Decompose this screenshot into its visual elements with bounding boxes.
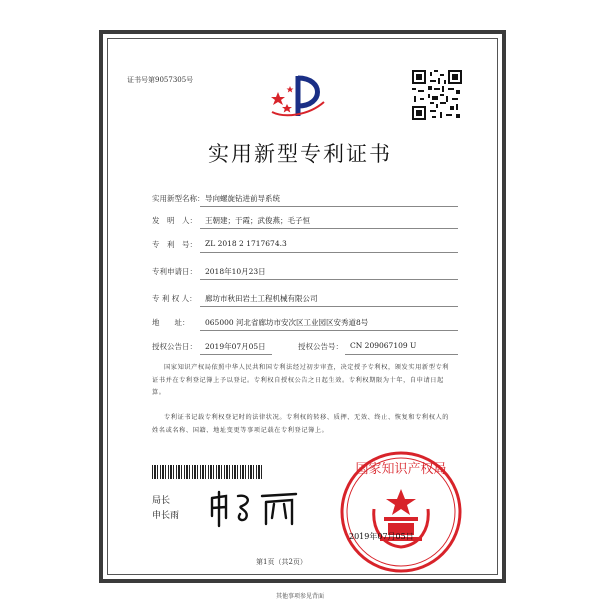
field-label-application-date: 专利申请日：: [152, 267, 197, 276]
field-value-inventors: 王朝建；于霞；武俊燕；毛子恒: [205, 216, 310, 225]
field-underline: [200, 306, 458, 307]
seal-text: 国家知识产权局: [355, 462, 447, 477]
official-seal: [338, 449, 464, 575]
certificate-paragraph-1: 国家知识产权局依照中华人民共和国专利法经过初步审查，决定授予专利权，颁发实用新型专利证书并在专利登记簿上予以登记。专利权自授权公告之日起生效。专利权期限为十年，自申请日起算。: [152, 364, 450, 396]
grant-date-label: 授权公告日：: [152, 342, 197, 351]
field-underline: [200, 252, 458, 253]
certificate-title: 实用新型专利证书: [208, 142, 392, 166]
field-label-address: 地 址：: [152, 318, 190, 327]
director-name: 申长雨: [152, 511, 180, 521]
barcode: [152, 465, 264, 479]
grant-date-value: 2019年07月05日: [205, 342, 266, 351]
cnipa-logo: [268, 72, 330, 120]
director-signature: [206, 488, 306, 528]
field-underline: [200, 206, 458, 207]
page-indicator: 第1页（共2页）: [256, 558, 307, 566]
field-underline: [200, 228, 458, 229]
footer-note: 其他事项参见背面: [275, 593, 324, 600]
field-value-application-date: 2018年10月23日: [205, 267, 266, 276]
field-label-patentee: 专 利 权 人：: [152, 294, 197, 303]
field-label-patent-number: 专 利 号：: [152, 240, 197, 249]
field-underline: [200, 330, 458, 331]
grant-number-label: 授权公告号：: [298, 342, 343, 351]
field-value-utility-name: 导向螺旋钻进前导系统: [205, 194, 280, 203]
field-label-inventors: 发 明 人：: [152, 216, 197, 225]
field-underline: [200, 354, 272, 355]
certificate-number: 证书号第9057305号: [127, 76, 194, 84]
grant-number-value: CN 209067109 U: [350, 341, 417, 350]
certificate-paragraph-2: 专利证书记载专利权登记时的法律状况。专利权的转移、质押、无效、终止、恢复和专利权人的姓名或名称、国籍、地址变更等事项记载在专利登记簿上。: [152, 414, 450, 434]
director-title: 局长: [152, 496, 171, 506]
field-value-patent-number: ZL 2018 2 1717674.3: [205, 239, 287, 248]
field-underline: [345, 354, 458, 355]
field-value-address: 065000 河北省廊坊市安次区工业园区安秀道8号: [205, 318, 369, 327]
seal-date: 2019年07月05日: [349, 532, 414, 541]
qr-code: [412, 70, 462, 120]
field-value-patentee: 廊坊市秋田岩土工程机械有限公司: [205, 294, 318, 303]
field-underline: [200, 279, 458, 280]
field-label-utility-name: 实用新型名称：: [152, 194, 205, 203]
